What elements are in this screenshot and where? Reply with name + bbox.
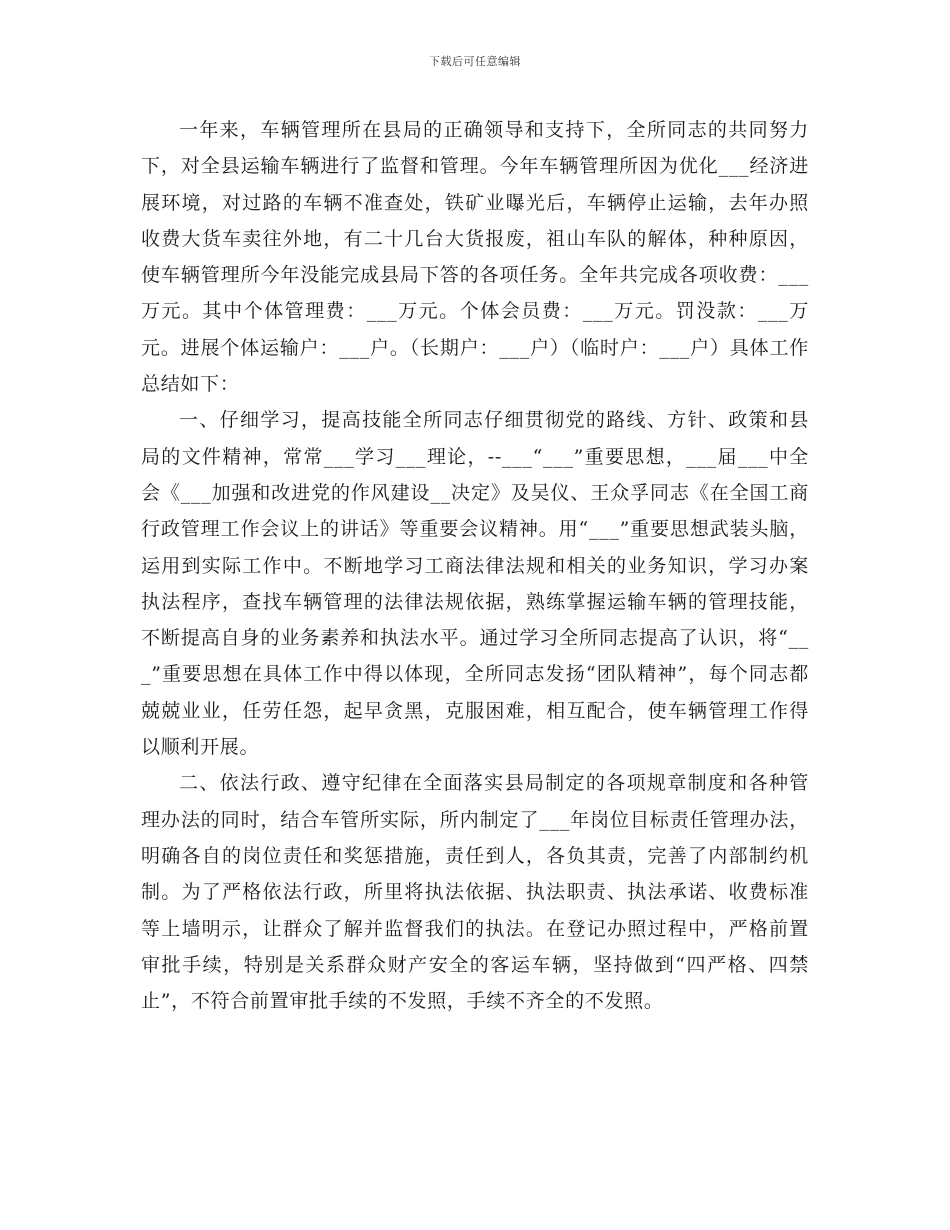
paragraph-section-2: 二、依法行政、遵守纪律在全面落实县局制定的各项规章制度和各种管理办法的同时，结合车管所实际，所内制定了___年岗位目标责任管理办法，明确各自的岗位责任和奖惩措施，责任到人，各负其责，完善了内部制约机制。为了严格依法行政，所里将执法依据、执法职责、执法承诺、收费标准等上墙明示，让群众了解并监督我们的执法。在登记办照过程中，严格前置审批手续，特别是关系群众财产安全的客运车辆，坚持做到“四严格、四禁止”，不符合前置审批手续的不发照，手续不齐全的不发照。 [141, 772, 809, 1013]
paragraph-section-1: 一、仔细学习，提高技能全所同志仔细贯彻党的路线、方针、政策和县局的文件精神，常常___学习___理论，--___“___”重要思想，___届___中全会《___加强和改进党的作风建设__决定》及吴仪、王众孚同志《在全国工商行政管理工作会议上的讲话》等重要会议精神。用“___”重要思想武装头脑，运用到实际工作中。不断地学习工商法律法规和相关的业务知识，学习办案执法程序，查找车辆管理的法律法规依据，熟练掌握运输车辆的管理技能，不断提高自身的业务素养和执法水平。通过学习全所同志提高了认识，将“___”重要思想在具体工作中得以体现，全所同志发扬“团队精神”，每个同志都兢兢业业，任劳任怨，起早贪黑，克服困难，相互配合，使车辆管理工作得以顺利开展。 [141, 409, 809, 759]
page-header: 下载后可任意编辑 [429, 55, 521, 68]
document-body [141, 112, 809, 1019]
paragraph-intro: 一年来，车辆管理所在县局的正确领导和支持下，全所同志的共同努力下，对全县运输车辆进行了监督和管理。今年车辆管理所因为优化___经济进展环境，对过路的车辆不准查处，铁矿业曝光后，车辆停止运输，去年办照收费大货车卖往外地，有二十几台大货报废，祖山车队的解体，种种原因，使车辆管理所今年没能完成县局下答的各项任务。全年共完成各项收费：___万元。其中个体管理费：___万元。个体会员费：___万元。罚没款：___万元。进展个体运输户：___户。（长期户：___户）（临时户：___户）具体工作总结如下： [141, 119, 809, 396]
